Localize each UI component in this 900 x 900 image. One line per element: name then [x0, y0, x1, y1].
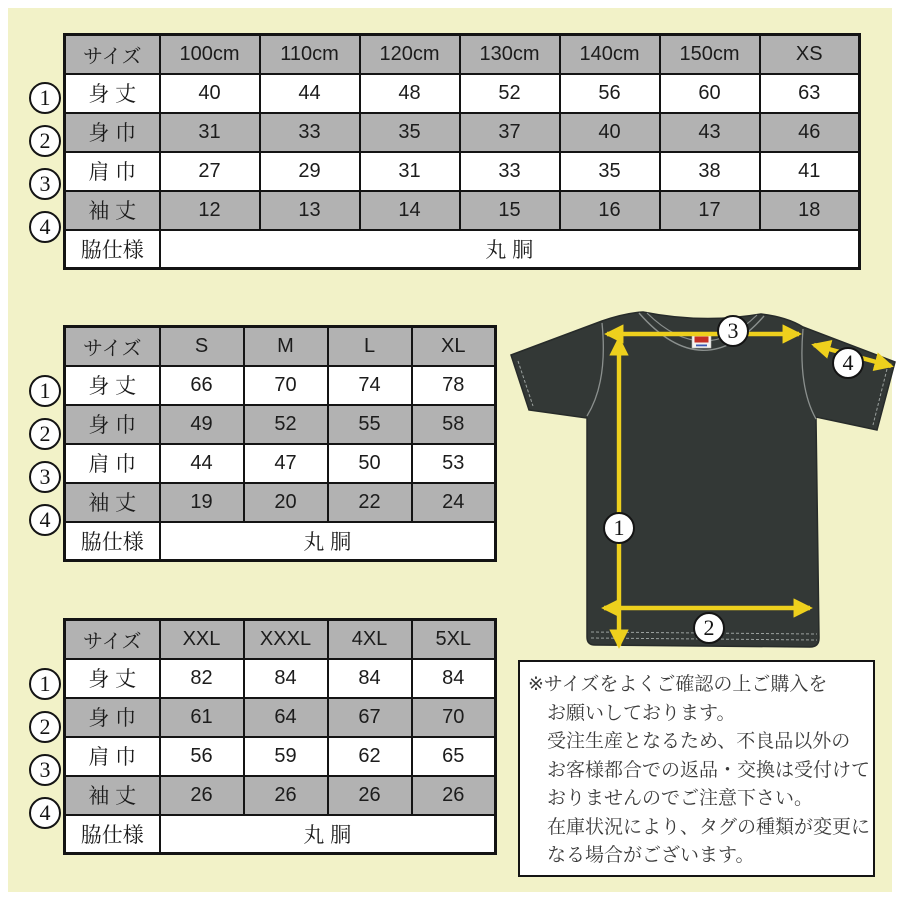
column-header-cell: 100cm: [160, 35, 260, 74]
row-marker-3: 3: [29, 168, 61, 200]
column-header-cell: 5XL: [412, 620, 496, 659]
measure-value-cell: 13: [260, 191, 360, 230]
measure-value-cell: 48: [360, 74, 460, 113]
table-row: [65, 698, 496, 737]
footer-value-cell: 丸 胴: [160, 230, 860, 269]
measure-value-cell: 35: [560, 152, 660, 191]
measure-value-cell: 31: [360, 152, 460, 191]
measure-value-cell: 52: [460, 74, 560, 113]
measure-value-cell: 70: [412, 698, 496, 737]
diagram-marker-sleeve-length: 4: [832, 347, 864, 379]
table-row: [65, 152, 860, 191]
size-header-cell: サイズ: [65, 620, 160, 659]
row-marker-column-1: [29, 82, 61, 243]
table-footer-row: [65, 815, 496, 854]
column-header-cell: 130cm: [460, 35, 560, 74]
measure-value-cell: 84: [244, 659, 328, 698]
measure-value-cell: 59: [244, 737, 328, 776]
size-table-xxl-5xl: [63, 618, 497, 855]
column-header-cell: L: [328, 327, 412, 366]
footer-label-cell: 脇仕様: [65, 815, 160, 854]
row-marker-2: 2: [29, 418, 61, 450]
measure-value-cell: 29: [260, 152, 360, 191]
measure-value-cell: 62: [328, 737, 412, 776]
row-marker-3: 3: [29, 461, 61, 493]
row-marker-4: 4: [29, 211, 61, 243]
measure-value-cell: 49: [160, 405, 244, 444]
column-header-cell: XXXL: [244, 620, 328, 659]
measure-value-cell: 61: [160, 698, 244, 737]
measure-value-cell: 82: [160, 659, 244, 698]
measure-label-cell: 身 丈: [65, 366, 160, 405]
measure-value-cell: 66: [160, 366, 244, 405]
measure-value-cell: 53: [412, 444, 496, 483]
table-row: [65, 483, 496, 522]
measure-label-cell: 肩 巾: [65, 737, 160, 776]
table-footer-row: [65, 522, 496, 561]
measure-value-cell: 26: [160, 776, 244, 815]
table-row: [65, 776, 496, 815]
table-row: [65, 366, 496, 405]
measure-label-cell: 袖 丈: [65, 191, 160, 230]
measure-label-cell: 袖 丈: [65, 776, 160, 815]
size-table-s-xl: [63, 325, 497, 562]
measure-value-cell: 40: [160, 74, 260, 113]
footer-label-cell: 脇仕様: [65, 230, 160, 269]
row-marker-2: 2: [29, 711, 61, 743]
table-row: [65, 113, 860, 152]
notice-line: 受注生産となるため、不良品以外の: [547, 731, 851, 752]
measure-value-cell: 41: [760, 152, 860, 191]
measure-value-cell: 19: [160, 483, 244, 522]
measure-value-cell: 43: [660, 113, 760, 152]
size-header-cell: サイズ: [65, 35, 160, 74]
measure-value-cell: 64: [244, 698, 328, 737]
column-header-cell: 140cm: [560, 35, 660, 74]
measure-value-cell: 31: [160, 113, 260, 152]
diagram-marker-shoulder-width: 3: [717, 315, 749, 347]
table-row: [65, 191, 860, 230]
measure-value-cell: 15: [460, 191, 560, 230]
notice-line: お客様都合での返品・交換は受付けて: [547, 759, 871, 781]
measure-value-cell: 74: [328, 366, 412, 405]
measure-value-cell: 60: [660, 74, 760, 113]
measure-value-cell: 55: [328, 405, 412, 444]
measure-value-cell: 16: [560, 191, 660, 230]
notice-line: 在庫状況により、タグの種類が変更に: [547, 816, 871, 838]
footer-label-cell: 脇仕様: [65, 522, 160, 561]
size-header-cell: サイズ: [65, 327, 160, 366]
notice-line: おりませんのでご注意下さい。: [547, 788, 814, 809]
notice-line: ※サイズをよくご確認の上ご購入を: [528, 674, 828, 695]
row-marker-1: 1: [29, 668, 61, 700]
measure-value-cell: 70: [244, 366, 328, 405]
measure-value-cell: 78: [412, 366, 496, 405]
measure-label-cell: 袖 丈: [65, 483, 160, 522]
notice-line: お願いしております。: [547, 702, 736, 724]
measure-value-cell: 35: [360, 113, 460, 152]
measure-value-cell: 20: [244, 483, 328, 522]
measure-value-cell: 47: [244, 444, 328, 483]
measure-value-cell: 24: [412, 483, 496, 522]
row-marker-2: 2: [29, 125, 61, 157]
measure-label-cell: 肩 巾: [65, 152, 160, 191]
measure-value-cell: 22: [328, 483, 412, 522]
measure-label-cell: 身 丈: [65, 74, 160, 113]
row-marker-4: 4: [29, 504, 61, 536]
column-header-cell: XS: [760, 35, 860, 74]
row-marker-3: 3: [29, 754, 61, 786]
row-marker-1: 1: [29, 82, 61, 114]
measure-value-cell: 26: [244, 776, 328, 815]
column-header-cell: 120cm: [360, 35, 460, 74]
diagram-marker-body-width: 2: [693, 612, 725, 644]
table-row: [65, 659, 496, 698]
measure-value-cell: 17: [660, 191, 760, 230]
table-row: [65, 405, 496, 444]
footer-value-cell: 丸 胴: [160, 815, 496, 854]
purchase-notice: [518, 660, 875, 877]
measure-value-cell: 56: [160, 737, 244, 776]
table-footer-row: [65, 230, 860, 269]
measure-value-cell: 18: [760, 191, 860, 230]
table-row: [65, 74, 860, 113]
measure-value-cell: 84: [412, 659, 496, 698]
row-marker-4: 4: [29, 797, 61, 829]
row-marker-column-2: [29, 375, 61, 536]
measure-value-cell: 26: [328, 776, 412, 815]
measure-label-cell: 身 丈: [65, 659, 160, 698]
measure-value-cell: 40: [560, 113, 660, 152]
notice-line: なる場合がございます。: [547, 845, 755, 866]
measure-value-cell: 27: [160, 152, 260, 191]
measure-value-cell: 33: [460, 152, 560, 191]
table-row: [65, 444, 496, 483]
measure-value-cell: 50: [328, 444, 412, 483]
measure-value-cell: 12: [160, 191, 260, 230]
row-marker-1: 1: [29, 375, 61, 407]
row-marker-column-3: [29, 668, 61, 829]
measure-value-cell: 38: [660, 152, 760, 191]
column-header-cell: 150cm: [660, 35, 760, 74]
measure-value-cell: 65: [412, 737, 496, 776]
measure-label-cell: 身 巾: [65, 405, 160, 444]
diagram-marker-body-length: 1: [603, 512, 635, 544]
measure-value-cell: 26: [412, 776, 496, 815]
table-row: [65, 737, 496, 776]
column-header-cell: M: [244, 327, 328, 366]
measure-value-cell: 67: [328, 698, 412, 737]
measure-value-cell: 46: [760, 113, 860, 152]
measure-value-cell: 37: [460, 113, 560, 152]
column-header-cell: 4XL: [328, 620, 412, 659]
measure-value-cell: 52: [244, 405, 328, 444]
measure-value-cell: 44: [160, 444, 244, 483]
measure-value-cell: 84: [328, 659, 412, 698]
column-header-cell: S: [160, 327, 244, 366]
measure-value-cell: 58: [412, 405, 496, 444]
measure-label-cell: 肩 巾: [65, 444, 160, 483]
column-header-cell: 110cm: [260, 35, 360, 74]
measure-value-cell: 44: [260, 74, 360, 113]
measure-value-cell: 63: [760, 74, 860, 113]
measure-value-cell: 14: [360, 191, 460, 230]
footer-value-cell: 丸 胴: [160, 522, 496, 561]
measure-label-cell: 身 巾: [65, 698, 160, 737]
column-header-cell: XXL: [160, 620, 244, 659]
measure-label-cell: 身 巾: [65, 113, 160, 152]
measure-value-cell: 56: [560, 74, 660, 113]
size-table-kids-xs: [63, 33, 861, 270]
measure-value-cell: 33: [260, 113, 360, 152]
column-header-cell: XL: [412, 327, 496, 366]
